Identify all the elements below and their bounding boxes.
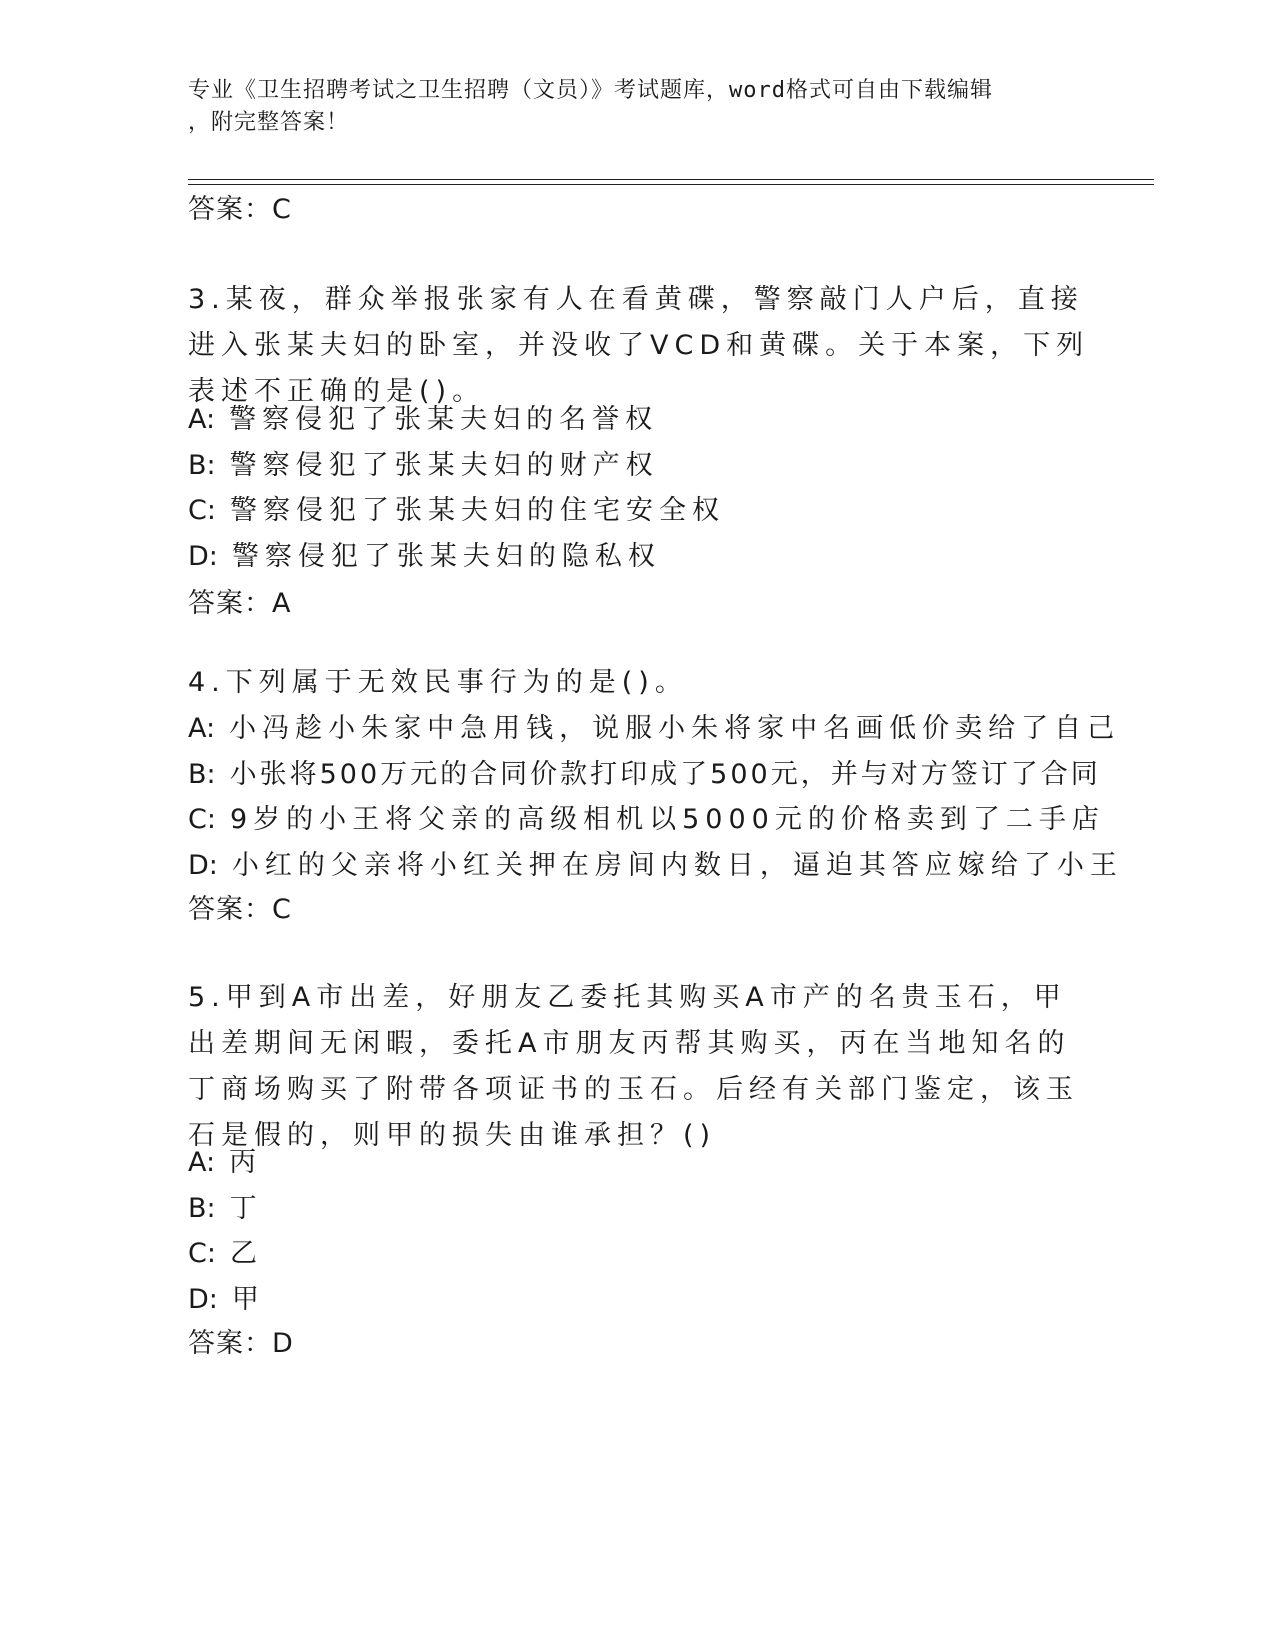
answer-4: 答案：C (188, 894, 292, 925)
option-d: D: 警察侵犯了张某夫妇的隐私权 (188, 540, 661, 572)
option-d: D: 甲 (188, 1283, 265, 1315)
question-3-options (188, 397, 1098, 579)
question-4 (188, 660, 1098, 706)
option-c: C: 9岁的小王将父亲的高级相机以5000元的价格卖到了二手店 (188, 804, 1105, 835)
header-divider-bottom (188, 184, 1154, 185)
question-5-options (188, 1140, 1098, 1322)
question-stem: 5.甲到A市出差，好朋友乙委托其购买A市产的名贵玉石，甲出差期间无闲暇，委托A市朋友丙帮其购买，丙在当地知名的丁商场购买了附带各项证书的玉石。后经有关部门鉴定，该玉石是假的，则甲的损失由谁承担？() (188, 982, 1079, 1151)
option-c: C: 乙 (188, 1238, 263, 1269)
option-b: B: 丁 (188, 1192, 263, 1224)
answer-3: 答案：A (188, 588, 292, 619)
option-a: A: 小冯趁小朱家中急用钱，说服小朱将家中名画低价卖给了自己 (188, 713, 1121, 744)
option-b: B: 小张将500万元的合同价款打印成了500元，并与对方签订了合同 (188, 758, 1101, 790)
question-4-options (188, 706, 1123, 888)
header-line-2: ，附完整答案！ (188, 110, 350, 135)
option-a: A: 丙 (188, 1147, 263, 1178)
option-c: C: 警察侵犯了张某夫妇的住宅安全权 (188, 495, 725, 526)
answer-5: 答案：D (188, 1328, 294, 1359)
header-divider-top (188, 179, 1154, 180)
option-b: B: 警察侵犯了张某夫妇的财产权 (188, 449, 659, 481)
option-d: D: 小红的父亲将小红关押在房间内数日，逼迫其答应嫁给了小王 (188, 849, 1123, 881)
header-line-1: 专业《卫生招聘考试之卫生招聘（文员）》考试题库，word格式可自由下载编辑 (188, 78, 993, 103)
question-stem: 3.某夜，群众举报张家有人在看黄碟，警察敲门人户后，直接进入张某夫妇的卧室，并没收了VCD和黄碟。关于本案，下列表述不正确的是()。 (188, 284, 1090, 407)
option-a: A: 警察侵犯了张某夫妇的名誉权 (188, 404, 659, 435)
document-header (188, 75, 1088, 139)
answer-prev: 答案：C (188, 194, 292, 225)
question-3 (188, 277, 1098, 415)
question-5 (188, 975, 1098, 1159)
question-stem: 4.下列属于无效民事行为的是()。 (188, 667, 688, 698)
